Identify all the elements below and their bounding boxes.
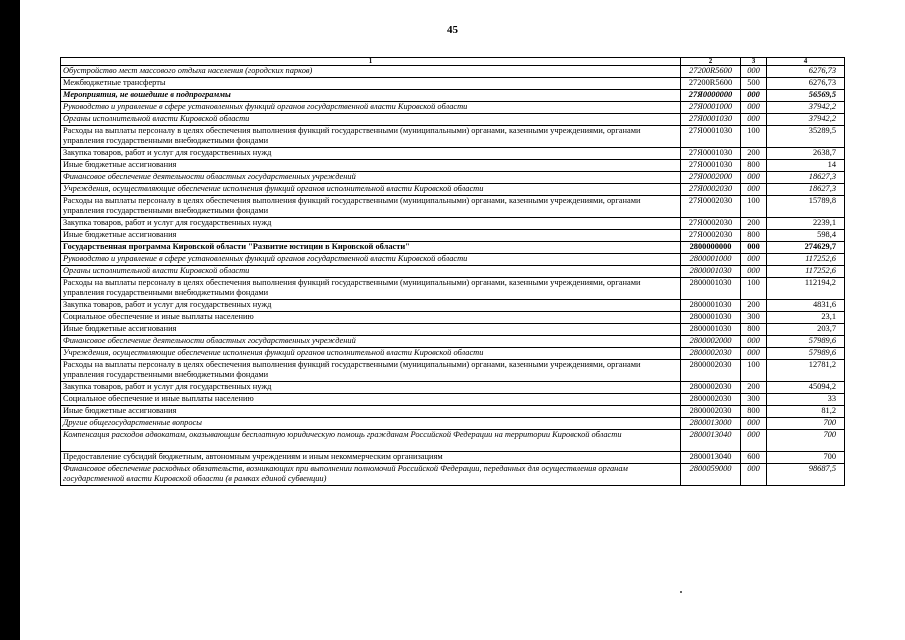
table-row	[61, 418, 845, 430]
row-code-cell: 2800001030	[681, 300, 741, 312]
row-type-cell: 100	[741, 278, 767, 300]
row-name-cell: Расходы на выплаты персоналу в целях обеспечения выполнения функций государственными (муниципальными) органами, казенными учреждениями, органами управления государственными внебюджетными фондами	[61, 126, 681, 148]
row-name-cell: Руководство и управление в сфере установленных функций органов государственной власти Кировской области	[61, 102, 681, 114]
row-code-cell: 27Я0002030	[681, 218, 741, 230]
table-row	[61, 242, 845, 254]
row-type-cell: 800	[741, 160, 767, 172]
row-name-cell: Социальное обеспечение и иные выплаты населению	[61, 394, 681, 406]
row-type-cell: 100	[741, 126, 767, 148]
table-row	[61, 300, 845, 312]
row-type-cell: 000	[741, 254, 767, 266]
row-sum-cell: 112194,2	[767, 278, 845, 300]
row-name-cell: Расходы на выплаты персоналу в целях обеспечения выполнения функций государственными (муниципальными) органами, казенными учреждениями, органами управления государственными внебюджетными фондами	[61, 196, 681, 218]
table-row	[61, 312, 845, 324]
table-row	[61, 336, 845, 348]
row-name-cell: Закупка товаров, работ и услуг для государственных нужд	[61, 148, 681, 160]
table-row	[61, 66, 845, 78]
table-row	[61, 348, 845, 360]
row-code-cell: 2800002030	[681, 406, 741, 418]
row-type-cell: 100	[741, 196, 767, 218]
row-type-cell: 200	[741, 382, 767, 394]
row-code-cell: 2800002030	[681, 382, 741, 394]
table-row	[61, 102, 845, 114]
row-name-cell: Расходы на выплаты персоналу в целях обеспечения выполнения функций государственными (муниципальными) органами, казенными учреждениями, органами управления государственными внебюджетными фондами	[61, 360, 681, 382]
row-sum-cell: 6276,73	[767, 78, 845, 90]
table-row	[61, 184, 845, 196]
table-row	[61, 148, 845, 160]
row-name-cell: Учреждения, осуществляющие обеспечение исполнения функций органов исполнительной власти Кировской области	[61, 348, 681, 360]
table-row	[61, 360, 845, 382]
row-name-cell: Мероприятия, не вошедшие в подпрограммы	[61, 90, 681, 102]
row-sum-cell: 274629,7	[767, 242, 845, 254]
row-name-cell: Компенсация расходов адвокатам, оказывающим бесплатную юридическую помощь гражданам Российской Федерации на территории Кировской области	[61, 430, 681, 452]
row-type-cell: 000	[741, 66, 767, 78]
table-row	[61, 278, 845, 300]
row-name-cell: Иные бюджетные ассигнования	[61, 324, 681, 336]
row-sum-cell: 35289,5	[767, 126, 845, 148]
row-code-cell: 2800001000	[681, 254, 741, 266]
row-type-cell: 000	[741, 90, 767, 102]
row-name-cell: Финансовое обеспечение деятельности областных государственных учреждений	[61, 172, 681, 184]
row-sum-cell: 18627,3	[767, 172, 845, 184]
row-code-cell: 2800059000	[681, 464, 741, 486]
row-type-cell: 800	[741, 406, 767, 418]
row-sum-cell: 56569,5	[767, 90, 845, 102]
row-sum-cell: 81,2	[767, 406, 845, 418]
row-name-cell: Финансовое обеспечение деятельности областных государственных учреждений	[61, 336, 681, 348]
row-type-cell: 300	[741, 312, 767, 324]
row-type-cell: 800	[741, 230, 767, 242]
row-type-cell: 600	[741, 452, 767, 464]
table-row	[61, 430, 845, 452]
row-sum-cell: 117252,6	[767, 254, 845, 266]
row-code-cell: 2800002000	[681, 336, 741, 348]
row-code-cell: 2800001030	[681, 324, 741, 336]
row-type-cell: 000	[741, 336, 767, 348]
row-code-cell: 27Я0002030	[681, 184, 741, 196]
row-type-cell: 200	[741, 218, 767, 230]
row-code-cell: 27Я0002030	[681, 230, 741, 242]
row-name-cell: Финансовое обеспечение расходных обязательств, возникающих при выполнении полномочий Российской Федерации, переданных для осуществления органам государственной власти Кировской области (в рамках единой субвенции)	[61, 464, 681, 486]
header-col-4: 4	[767, 58, 845, 66]
row-name-cell: Иные бюджетные ассигнования	[61, 230, 681, 242]
row-code-cell: 2800002030	[681, 348, 741, 360]
table-row	[61, 382, 845, 394]
row-type-cell: 500	[741, 78, 767, 90]
row-name-cell: Обустройство мест массового отдыха населения (городских парков)	[61, 66, 681, 78]
row-name-cell: Расходы на выплаты персоналу в целях обеспечения выполнения функций государственными (муниципальными) органами, казенными учреждениями, органами управления государственными внебюджетными фондами	[61, 278, 681, 300]
row-sum-cell: 4831,6	[767, 300, 845, 312]
row-sum-cell: 700	[767, 452, 845, 464]
row-type-cell: 000	[741, 172, 767, 184]
row-type-cell: 300	[741, 394, 767, 406]
row-type-cell: 000	[741, 464, 767, 486]
row-code-cell: 27Я0001030	[681, 114, 741, 126]
row-sum-cell: 6276,73	[767, 66, 845, 78]
row-name-cell: Межбюджетные трансферты	[61, 78, 681, 90]
table-header-row	[61, 58, 845, 66]
row-type-cell: 000	[741, 266, 767, 278]
row-name-cell: Социальное обеспечение и иные выплаты населению	[61, 312, 681, 324]
row-name-cell: Иные бюджетные ассигнования	[61, 406, 681, 418]
row-name-cell: Предоставление субсидий бюджетным, автономным учреждениям и иным некоммерческим организациям	[61, 452, 681, 464]
row-sum-cell: 37942,2	[767, 114, 845, 126]
table-row	[61, 406, 845, 418]
row-code-cell: 27200R5600	[681, 78, 741, 90]
table-row	[61, 218, 845, 230]
row-type-cell: 000	[741, 348, 767, 360]
header-col-2: 2	[681, 58, 741, 66]
row-sum-cell: 598,4	[767, 230, 845, 242]
table-row	[61, 114, 845, 126]
row-code-cell: 2800002030	[681, 394, 741, 406]
page-number: 45	[447, 24, 458, 36]
row-code-cell: 27Я0002030	[681, 196, 741, 218]
row-type-cell: 000	[741, 418, 767, 430]
row-name-cell: Органы исполнительной власти Кировской области	[61, 266, 681, 278]
row-sum-cell: 2239,1	[767, 218, 845, 230]
row-name-cell: Учреждения, осуществляющие обеспечение исполнения функций органов исполнительной власти Кировской области	[61, 184, 681, 196]
row-name-cell: Закупка товаров, работ и услуг для государственных нужд	[61, 300, 681, 312]
row-sum-cell: 33	[767, 394, 845, 406]
table-row	[61, 90, 845, 102]
table-row	[61, 394, 845, 406]
row-code-cell: 2800000000	[681, 242, 741, 254]
row-type-cell: 000	[741, 242, 767, 254]
scan-speck	[680, 591, 682, 593]
row-type-cell: 800	[741, 324, 767, 336]
row-code-cell: 2800001030	[681, 266, 741, 278]
row-type-cell: 000	[741, 430, 767, 452]
row-code-cell: 2800013040	[681, 452, 741, 464]
row-sum-cell: 700	[767, 430, 845, 452]
table-row	[61, 266, 845, 278]
scan-edge-bar	[0, 0, 20, 640]
row-sum-cell: 98687,5	[767, 464, 845, 486]
row-code-cell: 27Я0001030	[681, 126, 741, 148]
row-code-cell: 2800001030	[681, 278, 741, 300]
row-code-cell: 27Я0001000	[681, 102, 741, 114]
row-name-cell: Закупка товаров, работ и услуг для государственных нужд	[61, 218, 681, 230]
row-sum-cell: 45094,2	[767, 382, 845, 394]
row-sum-cell: 15789,8	[767, 196, 845, 218]
row-sum-cell: 37942,2	[767, 102, 845, 114]
row-sum-cell: 700	[767, 418, 845, 430]
table-row	[61, 196, 845, 218]
row-code-cell: 27Я0000000	[681, 90, 741, 102]
table-row	[61, 452, 845, 464]
row-type-cell: 000	[741, 184, 767, 196]
row-sum-cell: 57989,6	[767, 336, 845, 348]
row-type-cell: 000	[741, 114, 767, 126]
table-row	[61, 230, 845, 242]
row-name-cell: Закупка товаров, работ и услуг для государственных нужд	[61, 382, 681, 394]
row-type-cell: 200	[741, 300, 767, 312]
table-row	[61, 324, 845, 336]
row-type-cell: 100	[741, 360, 767, 382]
row-sum-cell: 12781,2	[767, 360, 845, 382]
row-code-cell: 27Я0001030	[681, 148, 741, 160]
budget-table	[60, 57, 845, 486]
row-sum-cell: 57989,6	[767, 348, 845, 360]
table-row	[61, 172, 845, 184]
row-code-cell: 27200R5600	[681, 66, 741, 78]
header-col-3: 3	[741, 58, 767, 66]
row-code-cell: 27Я0001030	[681, 160, 741, 172]
table-row	[61, 160, 845, 172]
header-col-1: 1	[61, 58, 681, 66]
row-name-cell: Органы исполнительной власти Кировской области	[61, 114, 681, 126]
row-code-cell: 2800001030	[681, 312, 741, 324]
table-row	[61, 126, 845, 148]
row-sum-cell: 117252,6	[767, 266, 845, 278]
row-name-cell: Руководство и управление в сфере установленных функций органов государственной власти Кировской области	[61, 254, 681, 266]
row-sum-cell: 203,7	[767, 324, 845, 336]
table-row	[61, 254, 845, 266]
row-sum-cell: 23,1	[767, 312, 845, 324]
row-name-cell: Иные бюджетные ассигнования	[61, 160, 681, 172]
row-name-cell: Государственная программа Кировской области "Развитие юстиции в Кировской области"	[61, 242, 681, 254]
row-sum-cell: 2638,7	[767, 148, 845, 160]
table-row	[61, 78, 845, 90]
row-name-cell: Другие общегосударственные вопросы	[61, 418, 681, 430]
row-code-cell: 2800002030	[681, 360, 741, 382]
row-code-cell: 2800013040	[681, 430, 741, 452]
table-row	[61, 464, 845, 486]
row-sum-cell: 18627,3	[767, 184, 845, 196]
row-type-cell: 000	[741, 102, 767, 114]
row-code-cell: 27Я0002000	[681, 172, 741, 184]
row-code-cell: 2800013000	[681, 418, 741, 430]
row-sum-cell: 14	[767, 160, 845, 172]
row-type-cell: 200	[741, 148, 767, 160]
